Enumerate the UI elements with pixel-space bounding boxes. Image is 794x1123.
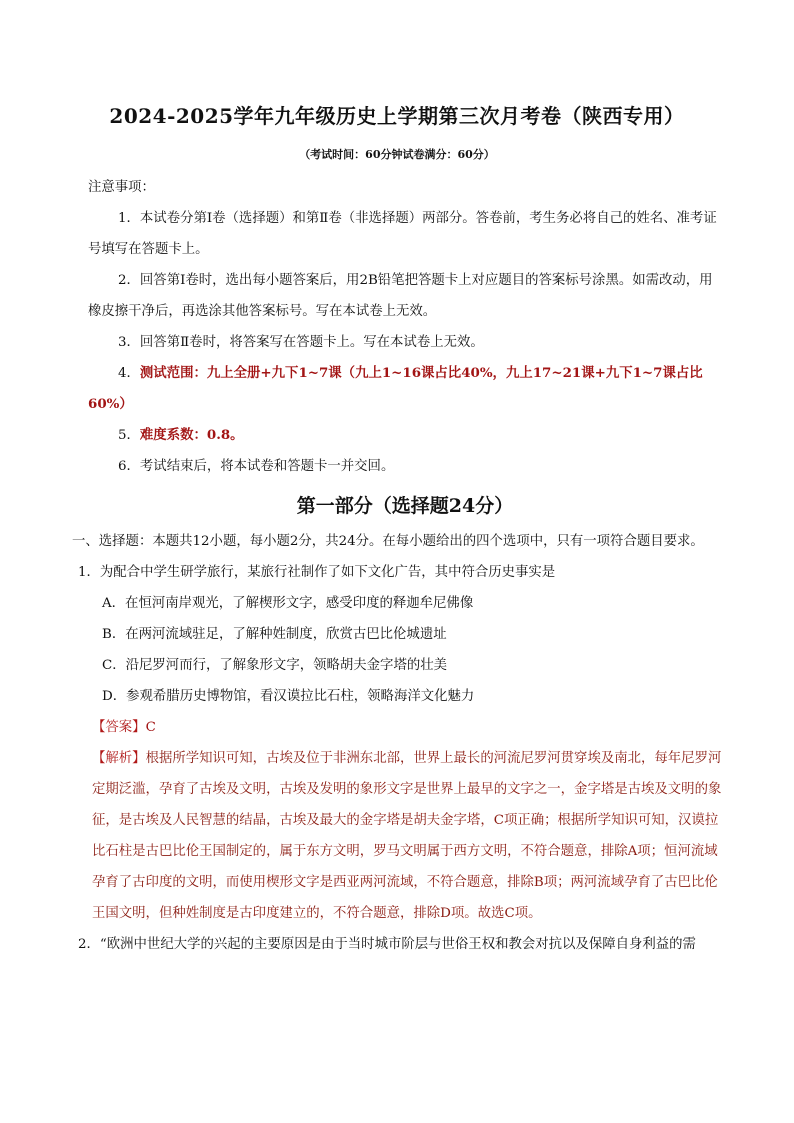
answer-value: C bbox=[145, 720, 156, 735]
question-2-stem: 2．“欧洲中世纪大学的兴起的主要原因是由于当时城市阶层与世俗王权和教会对抗以及保障自身利益的需 bbox=[78, 937, 696, 952]
question-1-analysis bbox=[88, 743, 722, 929]
notice-item-5 bbox=[88, 420, 722, 451]
question-1-option-d: D．参观希腊历史博物馆，看汉谟拉比石柱，领略海洋文化魅力 bbox=[102, 689, 475, 704]
question-1-option-a: A．在恒河南岸观光，了解楔形文字，感受印度的释迦牟尼佛像 bbox=[102, 596, 474, 611]
notice-5-difficulty: 难度系数：0.8。 bbox=[139, 427, 244, 443]
notice-item-6: 6．考试结束后，将本试卷和答题卡一并交回。 bbox=[118, 459, 395, 474]
notice-4-number: 4． bbox=[118, 366, 140, 381]
section-title: 第一部分（选择题24分） bbox=[296, 495, 514, 517]
notice-item-3: 3．回答第Ⅱ卷时，将答案写在答题卡上。写在本试卷上无效。 bbox=[118, 335, 484, 350]
notice-heading: 注意事项： bbox=[88, 180, 155, 195]
notice-5-number: 5． bbox=[118, 428, 140, 443]
notice-4-scope: 测试范围：九上全册+九下1~7课（九上1~16课占比40%，九上17~21课+九下1~7课占比60%） bbox=[88, 365, 703, 412]
question-1-answer bbox=[88, 712, 722, 743]
exam-content bbox=[72, 172, 722, 960]
notice-item-2: 2．回答第Ⅰ卷时，选出每小题答案后，用2B铅笔把答题卡上对应题目的答案标号涂黑。如需改动，用橡皮擦干净后，再选涂其他答案标号。写在本试卷上无效。 bbox=[88, 273, 713, 319]
question-1-option-c: C．沿尼罗河而行，了解象形文字，领略胡夫金字塔的壮美 bbox=[102, 658, 448, 673]
analysis-text: 根据所学知识可知，古埃及位于非洲东北部，世界上最长的河流尼罗河贯穿埃及南北，每年尼罗河定期泛滥，孕育了古埃及文明，古埃及发明的象形文字是世界上最早的文字之一，金字塔是古埃及文明的象征，是古埃及人民智慧的结晶，古埃及最大的金字塔是胡夫金字塔，C项正确；根据所学知识可知，汉谟拉比石柱是古巴比伦王国制定的，属于东方文明，罗马文明属于西方文明，不符合题意，排除A项；恒河流域孕育了古印度的文明，而使用楔形文字是西亚两河流域，不符合题意，排除B项；两河流域孕育了古巴比伦王国文明，但种姓制度是古印度建立的，不符合题意，排除D项。故选C项。 bbox=[92, 751, 722, 921]
exam-subtitle: （考试时间：60分钟试卷满分：60分） bbox=[299, 148, 495, 161]
page-title: 2024-2025学年九年级历史上学期第三次月考卷（陕西专用） bbox=[109, 104, 685, 128]
question-1-stem: 1．为配合中学生研学旅行，某旅行社制作了如下文化广告，其中符合历史事实是 bbox=[78, 565, 556, 580]
notice-item-4 bbox=[88, 358, 722, 420]
notice-item-1: 1．本试卷分第Ⅰ卷（选择题）和第Ⅱ卷（非选择题）两部分。答卷前，考生务必将自己的姓名、准考证号填写在答题卡上。 bbox=[88, 211, 717, 257]
answer-tag: 【答案】 bbox=[92, 720, 146, 735]
question-1-option-b: B．在两河流域驻足，了解种姓制度，欣赏古巴比伦城遗址 bbox=[102, 627, 447, 642]
analysis-tag: 【解析】 bbox=[92, 751, 146, 766]
section-intro: 一、选择题：本题共12小题，每小题2分，共24分。在每小题给出的四个选项中，只有一项符合题目要求。 bbox=[72, 534, 704, 549]
